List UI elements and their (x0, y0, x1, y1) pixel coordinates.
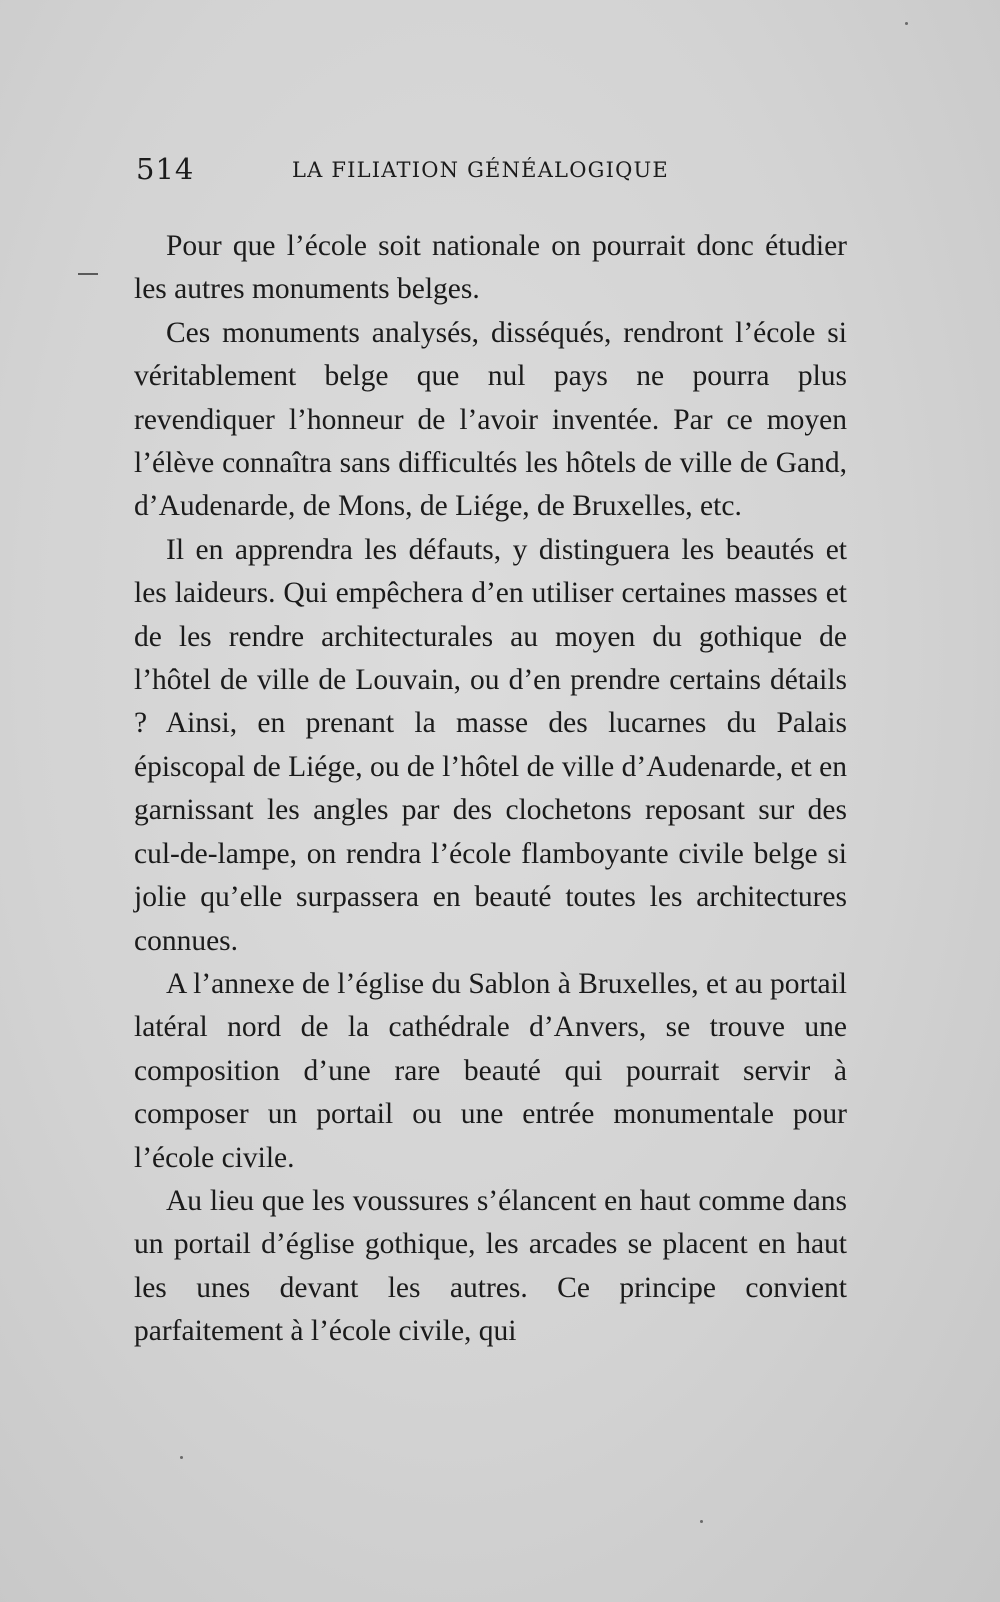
paper-speck (180, 1456, 183, 1459)
running-title: LA FILIATION GÉNÉALOGIQUE (292, 158, 669, 182)
paragraph-1: Pour que l’école soit nationale on pourrait donc étudier les autres monuments belges. (134, 230, 847, 306)
paragraph-5: Au lieu que les voussures s’élancent en haut comme dans un portail d’église gothique, les arcades se placent en haut les unes devant les autres. Ce principe convient parfaitement à l’école civile, qui (134, 1184, 847, 1348)
paragraph-4: A l’annexe de l’église du Sablon à Bruxelles, et au portail latéral nord de la cathédrale d’Anvers, se trouve une composition d’une rare beauté qui pourrait servir à composer un portail ou une entrée monumentale pour l’école civile. (134, 967, 847, 1174)
body-text (134, 225, 847, 1354)
paper-speck (700, 1520, 703, 1523)
paper-speck (905, 22, 908, 25)
page-header (136, 152, 856, 192)
margin-mark (78, 273, 98, 275)
paragraph-3: Il en apprendra les défauts, y distinguera les beautés et les laideurs. Qui empêchera d’en utiliser certaines masses et de les rendre architecturales au moyen du gothique de l’hôtel de ville de Louvain, ou d’en prendre certains détails ? Ainsi, en prenant la masse des lucarnes du Palais épiscopal de Liége, ou de l’hôtel de ville d’Audenarde, et en garnissant les angles par des clochetons reposant sur des cul-de-lampe, on rendra l’école flamboyante civile belge si jolie qu’elle surpassera en beauté toutes les architectures connues. (134, 533, 847, 957)
paragraph-2: Ces monuments analysés, disséqués, rendront l’école si véritablement belge que nul pays ne pourra plus revendiquer l’honneur de l’avoir inventée. Par ce moyen l’élève connaîtra sans difficultés les hôtels de ville de Gand, d’Audenarde, de Mons, de Liége, de Bruxelles, etc. (134, 316, 847, 523)
page-number: 514 (136, 152, 195, 186)
